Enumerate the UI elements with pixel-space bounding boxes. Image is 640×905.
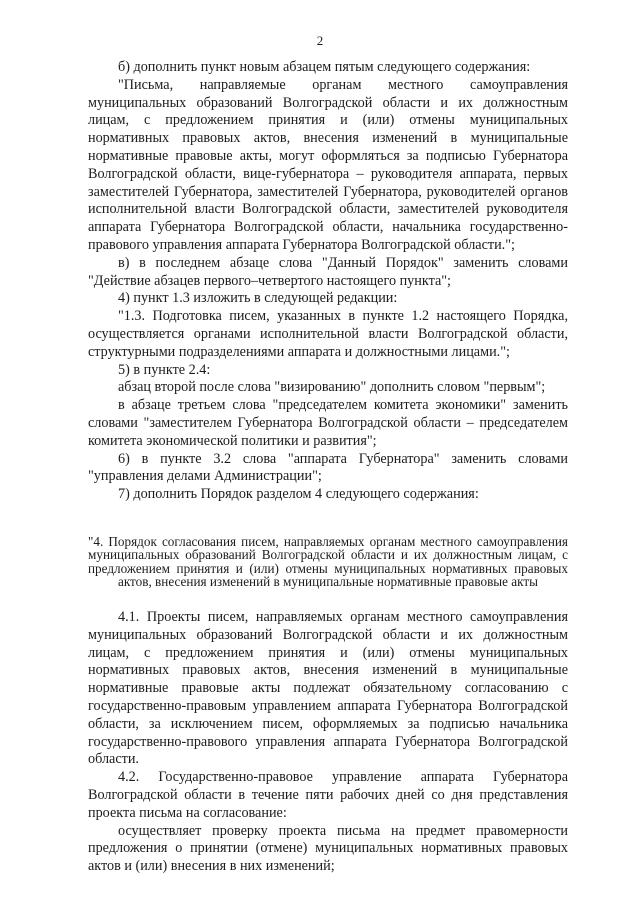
paragraph: 4.2. Государственно-правовое управление аппарата Губернатора Волгоградской области в течение пяти рабочих дней со дня представления проекта письма на согласование: [88, 769, 568, 821]
paragraph: 5) в пункте 2.4: [118, 361, 211, 378]
paragraph: 6) в пункте 3.2 слова "аппарата Губернатора" заменить словами "управления делами Администрации"; [88, 450, 568, 485]
paragraph: "Письма, направляемые органам местного самоуправления муниципальных образований Волгоградской области и их должностным лицам, с предложением принятия и (или) отмены муниципальных нормативных правовых актов, внесения изменений в муниципальные нормативные правовые акты, могут оформляться за подписью Губернатора Волгоградской области, вице-губернатора – руководителя аппарата, первых заместителей Губернатора, заместителей Губернатора, руководителей органов исполнительной власти Волгоградской области, заместителей руководителя аппарата Губернатора Волгоградской области, начальника государственно-правового управления аппарата Губернатора Волгоградской области."; [88, 76, 568, 253]
paragraph: 4) пункт 1.3 изложить в следующей редакции: [118, 290, 398, 307]
paragraph: "1.3. Подготовка писем, указанных в пункте 1.2 настоящего Порядка, осуществляется органами исполнительной власти Волгоградской области, структурными подразделениями аппарата и должностными лицами."; [88, 308, 568, 360]
section-heading [88, 535, 568, 589]
paragraph: 4.1. Проекты писем, направляемых органам местного самоуправления муниципальных образований Волгоградской области и их должностным лицам, с предложением принятия и (или) отмены муниципальных нормативных правовых актов, внесения изменений в муниципальные нормативные правовые акты подлежат обязательному согласованию с государственно-правовым управлением аппарата Губернатора Волгоградской области, за исключением писем, оформляемых за подписью начальника государственно-правового управления аппарата Губернатора Волгоградской области. [88, 609, 568, 768]
amendments-block [88, 59, 568, 504]
page-number: 2 [316, 33, 324, 48]
section-4-block [88, 609, 568, 876]
section-heading-text: "4. Порядок согласования писем, направляемых органам местного самоуправления муниципальных образований Волгоградской области и их должностным лицам, с предложением принятия и (или) отмены муниципальных нормативных правовых актов, внесения изменений в муниципальные нормативные правовые акты [88, 534, 568, 590]
paragraph: 7) дополнить Порядок разделом 4 следующего содержания: [118, 486, 479, 503]
paragraph: осуществляет проверку проекта письма на предмет правомерности предложения о принятии (отмене) муниципальных нормативных правовых актов и (или) внесения в них изменений; [88, 822, 568, 875]
paragraph: в) в последнем абзаце слова "Данный Порядок" заменить словами "Действие абзацев первого–четвертого настоящего пункта"; [88, 254, 568, 289]
paragraph: абзац второй после слова "визированию" дополнить словом "первым"; [118, 379, 546, 396]
paragraph: в абзаце третьем слова "председателем комитета экономики" заменить словами "заместителем Губернатора Волгоградской области – председателем комитета экономической политики и развития"; [88, 397, 568, 449]
paragraph: б) дополнить пункт новым абзацем пятым следующего содержания: [118, 59, 531, 75]
